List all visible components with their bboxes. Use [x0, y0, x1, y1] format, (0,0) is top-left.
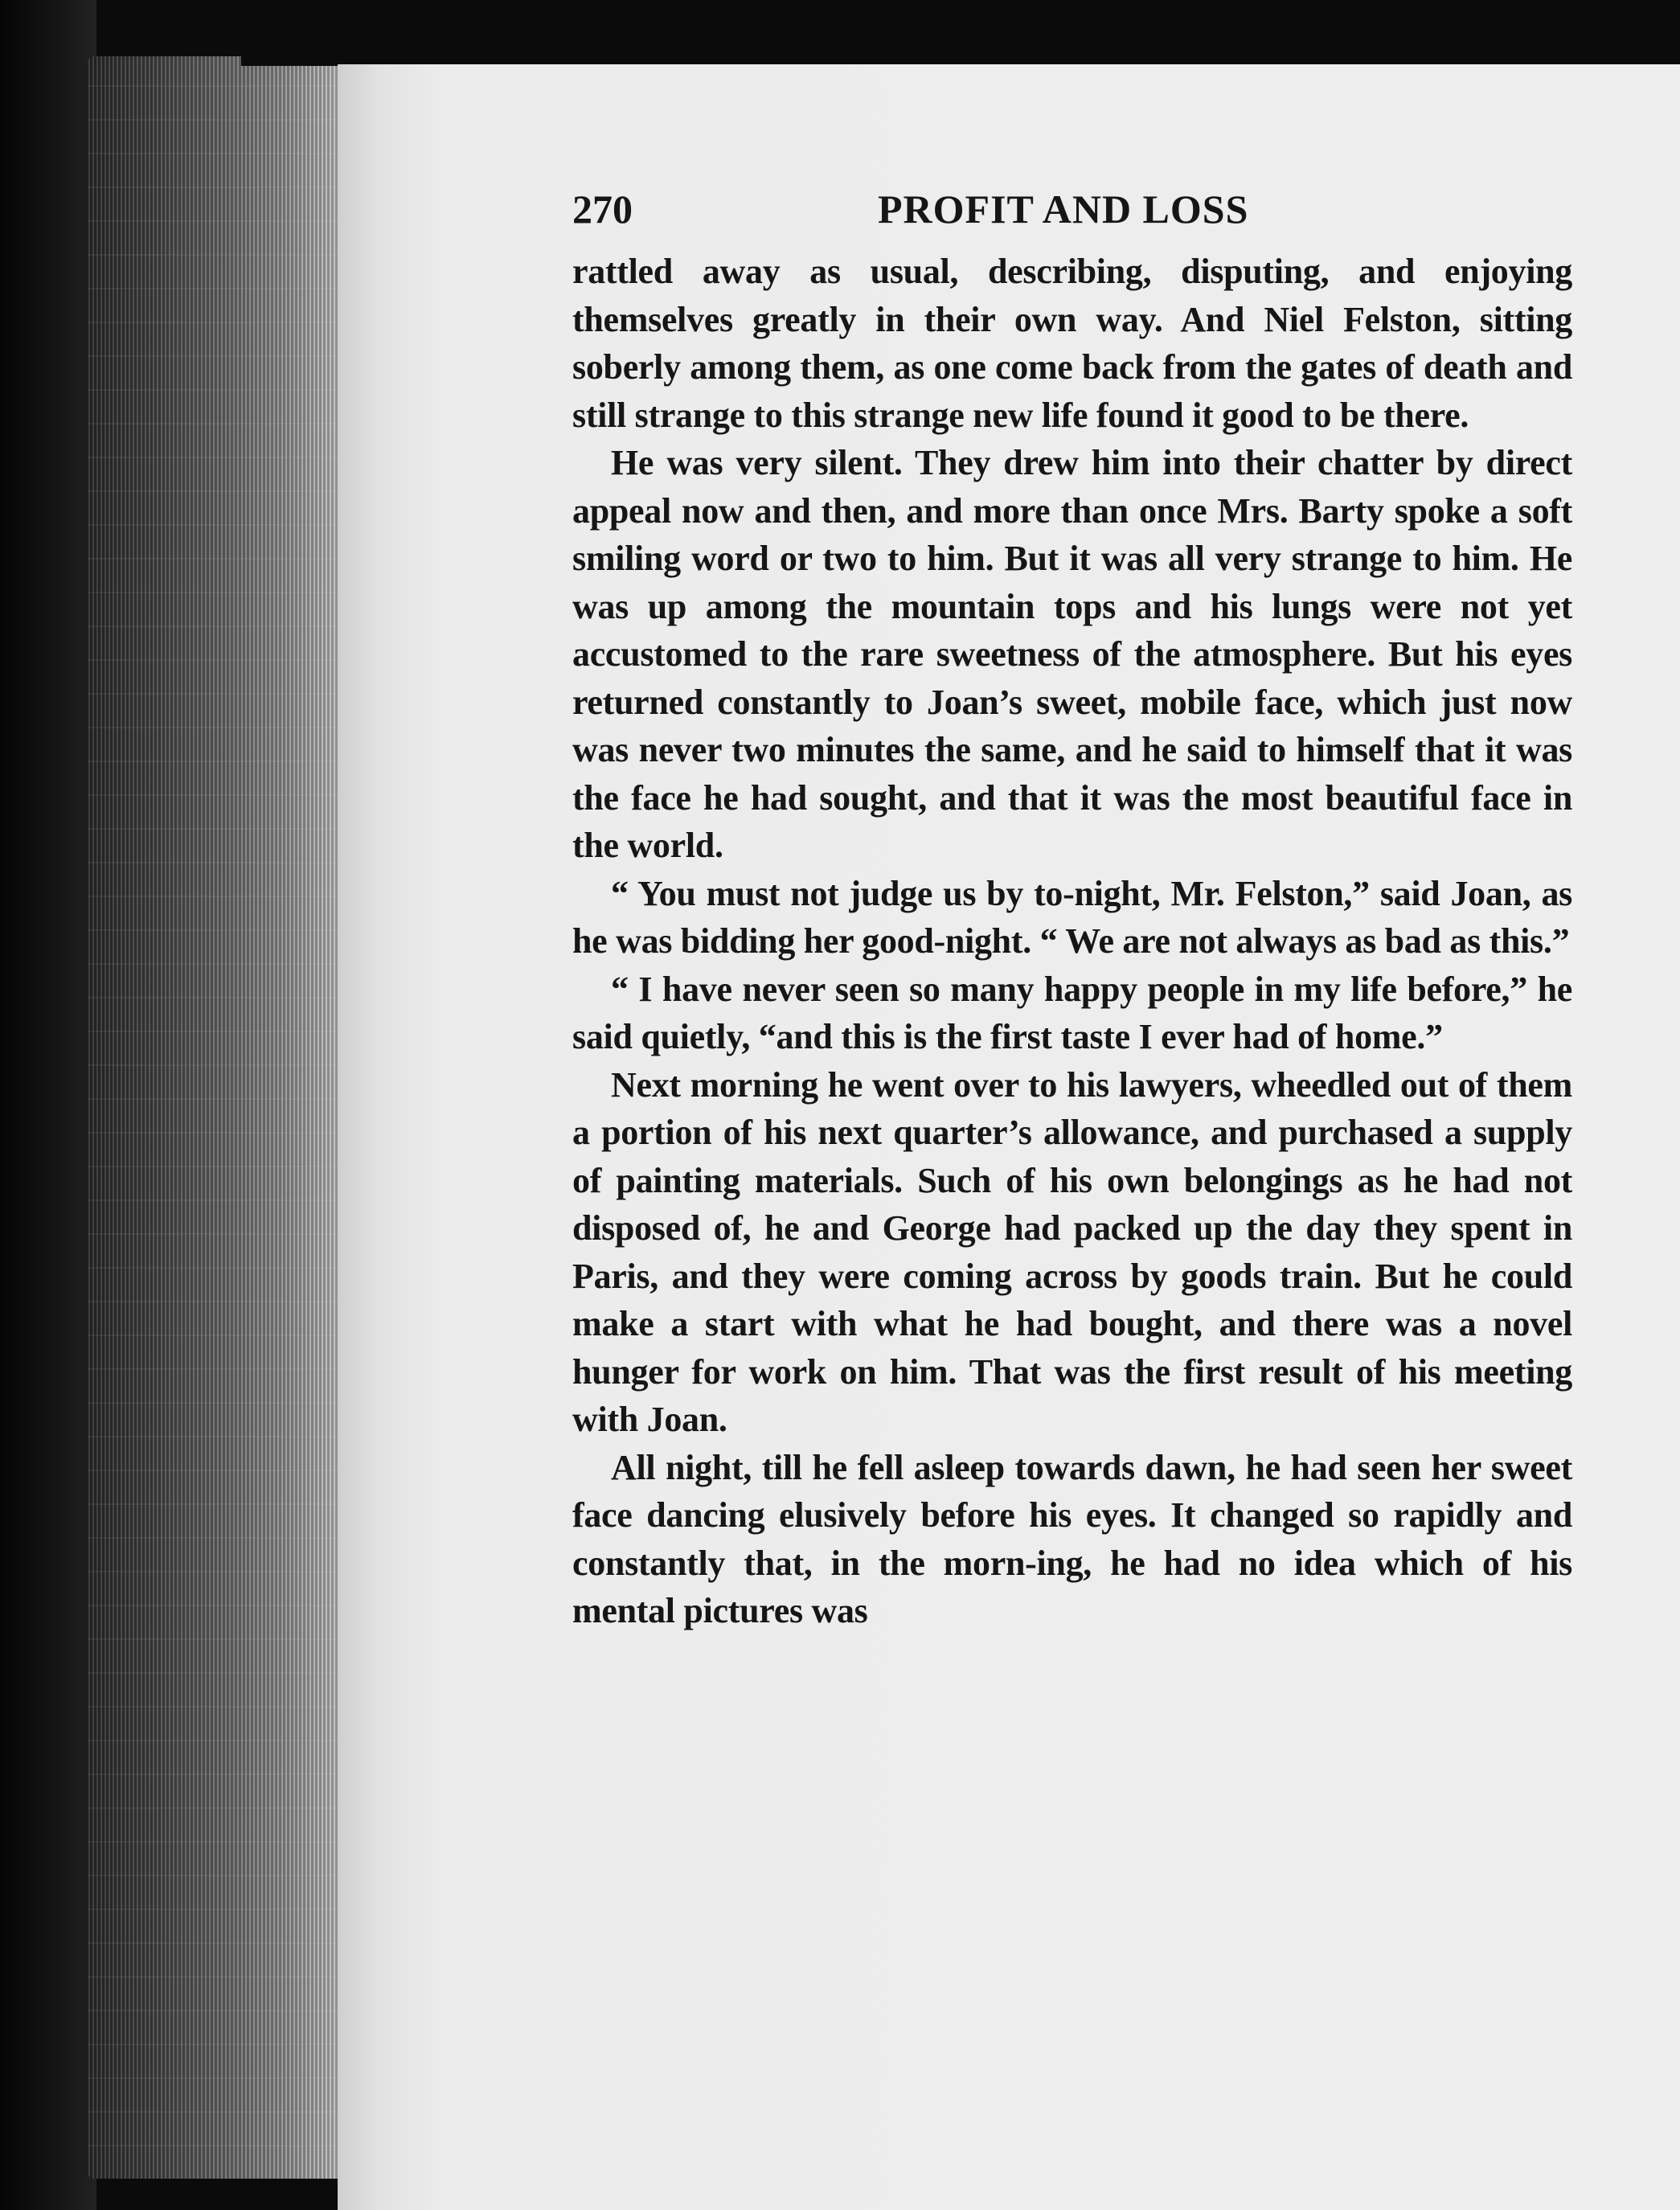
page-number: 270 — [572, 187, 633, 232]
paragraph-3: “ You must not judge us by to-night, Mr. Felston,” said Joan, as he was bidding her good-night. “ We are not always as bad as this.” — [572, 873, 1572, 961]
paragraph-1: rattled away as usual, describing, disputing, and enjoying themselves greatly in their own way. And Niel Felston, sitting soberly among them, as one come back from the gates of death and still strange to this strange new life found it good to be there. — [572, 252, 1572, 435]
paragraph-4: “ I have never seen so many happy people in my life before,” he said quietly, “and this is the first taste I ever had of home.” — [572, 969, 1572, 1056]
page-text-block — [572, 177, 1572, 1635]
paragraph-5: Next morning he went over to his lawyers, wheedled out of them a portion of his next quarter’s allowance, and purchased a supply of painting materials. Such of his own belongings as he had not disposed of, he and George had packed up the day they spent in Paris, and they were coming across by goods train. But he could make a start with what he had bought, and there was a novel hunger for work on him. That was the first result of his meeting with Joan. — [572, 1064, 1572, 1439]
paragraph-2: He was very silent. They drew him into their chatter by direct appeal now and then, and more than once Mrs. Barty spoke a soft smiling word or two to him. But it was all very strange to him. He was up among the mountain tops and his lungs were not yet accustomed to the rare sweetness of the atmosphere. But his eyes returned constantly to Joan’s sweet, mobile face, which just now was never two minutes the same, and he said to himself that it was the face he had sought, and that it was the most beautiful face in the world. — [572, 443, 1572, 865]
running-head — [572, 177, 1572, 241]
body-text — [572, 248, 1572, 1635]
paragraph-6: All night, till he fell asleep towards dawn, he had seen her sweet face dancing elusively before his eyes. It changed so rapidly and constantly that, in the morn-ing, he had no idea which of his mental pictures was — [572, 1447, 1572, 1630]
running-title: PROFIT AND LOSS — [878, 187, 1249, 232]
scanner-background — [0, 0, 96, 2210]
scanner-top-band — [241, 0, 1680, 66]
book-page-edges — [88, 56, 346, 2179]
